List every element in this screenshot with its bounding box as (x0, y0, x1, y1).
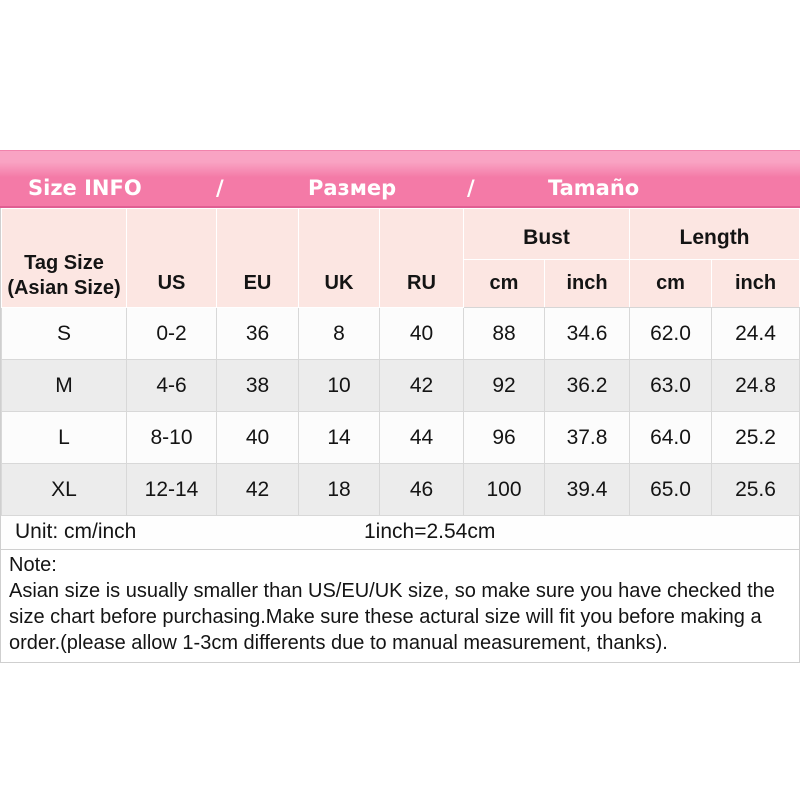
unit-label: Unit: cm/inch (15, 520, 137, 543)
table-body (2, 308, 800, 516)
banner-title-ru: Размер (308, 176, 397, 200)
cell-length-inch: 25.2 (712, 412, 800, 464)
cell-uk: 10 (299, 360, 380, 412)
header-us: US (127, 209, 217, 308)
cell-bust-inch: 34.6 (545, 308, 630, 360)
cell-ru: 40 (380, 308, 464, 360)
unit-bar (1, 516, 799, 550)
cell-ru: 44 (380, 412, 464, 464)
banner-title-en: Size INFO (28, 176, 142, 200)
note-section (1, 550, 799, 663)
header-bust-group: Bust (464, 209, 630, 260)
cell-ru: 42 (380, 360, 464, 412)
cell-ru: 46 (380, 464, 464, 516)
table-frame (0, 208, 800, 663)
header-bust-inch: inch (545, 260, 630, 308)
cell-us: 4-6 (127, 360, 217, 412)
cell-length-cm: 63.0 (630, 360, 712, 412)
cell-eu: 42 (217, 464, 299, 516)
header-ru: RU (380, 209, 464, 308)
header-tag-size-line1: Tag Size (24, 252, 104, 274)
cell-uk: 18 (299, 464, 380, 516)
note-line: order.(please allow 1-3cm differents due to manual measurement, thanks). (9, 632, 668, 654)
cell-eu: 38 (217, 360, 299, 412)
header-uk: UK (299, 209, 380, 308)
cell-us: 8-10 (127, 412, 217, 464)
header-eu: EU (217, 209, 299, 308)
note-line: size chart before purchasing.Make sure these actural size will fit you before making a (9, 606, 762, 628)
table-header (2, 209, 800, 308)
cell-bust-cm: 96 (464, 412, 545, 464)
note-line: Asian size is usually smaller than US/EU/UK size, so make sure you have checked the (9, 580, 775, 602)
header-length-inch: inch (712, 260, 800, 308)
table-row-xl (2, 464, 800, 516)
cell-length-inch: 24.8 (712, 360, 800, 412)
banner-separator-2: / (467, 176, 475, 200)
cell-us: 0-2 (127, 308, 217, 360)
cell-uk: 8 (299, 308, 380, 360)
header-length-group: Length (630, 209, 800, 260)
size-chart-sheet (0, 150, 800, 663)
cell-size: XL (2, 464, 127, 516)
cell-length-cm: 62.0 (630, 308, 712, 360)
header-length-cm: cm (630, 260, 712, 308)
title-banner (0, 150, 800, 208)
cell-us: 12-14 (127, 464, 217, 516)
cell-size: L (2, 412, 127, 464)
table-row-l (2, 412, 800, 464)
table-row-s (2, 308, 800, 360)
note-label: Note: (9, 554, 57, 576)
cell-length-inch: 25.6 (712, 464, 800, 516)
cell-bust-cm: 92 (464, 360, 545, 412)
cell-bust-inch: 37.8 (545, 412, 630, 464)
unit-conversion: 1inch=2.54cm (364, 520, 496, 543)
cell-length-cm: 65.0 (630, 464, 712, 516)
cell-size: M (2, 360, 127, 412)
size-table (1, 208, 800, 516)
banner-separator-1: / (216, 176, 224, 200)
cell-size: S (2, 308, 127, 360)
cell-length-inch: 24.4 (712, 308, 800, 360)
header-row-groups (2, 209, 800, 260)
cell-eu: 40 (217, 412, 299, 464)
cell-eu: 36 (217, 308, 299, 360)
cell-bust-cm: 100 (464, 464, 545, 516)
cell-uk: 14 (299, 412, 380, 464)
cell-bust-inch: 39.4 (545, 464, 630, 516)
banner-title-es: Tamaño (548, 176, 640, 200)
header-bust-cm: cm (464, 260, 545, 308)
cell-length-cm: 64.0 (630, 412, 712, 464)
header-tag-size-line2: (Asian Size) (7, 277, 121, 299)
table-row-m (2, 360, 800, 412)
cell-bust-inch: 36.2 (545, 360, 630, 412)
cell-bust-cm: 88 (464, 308, 545, 360)
header-tag-size (2, 209, 127, 308)
